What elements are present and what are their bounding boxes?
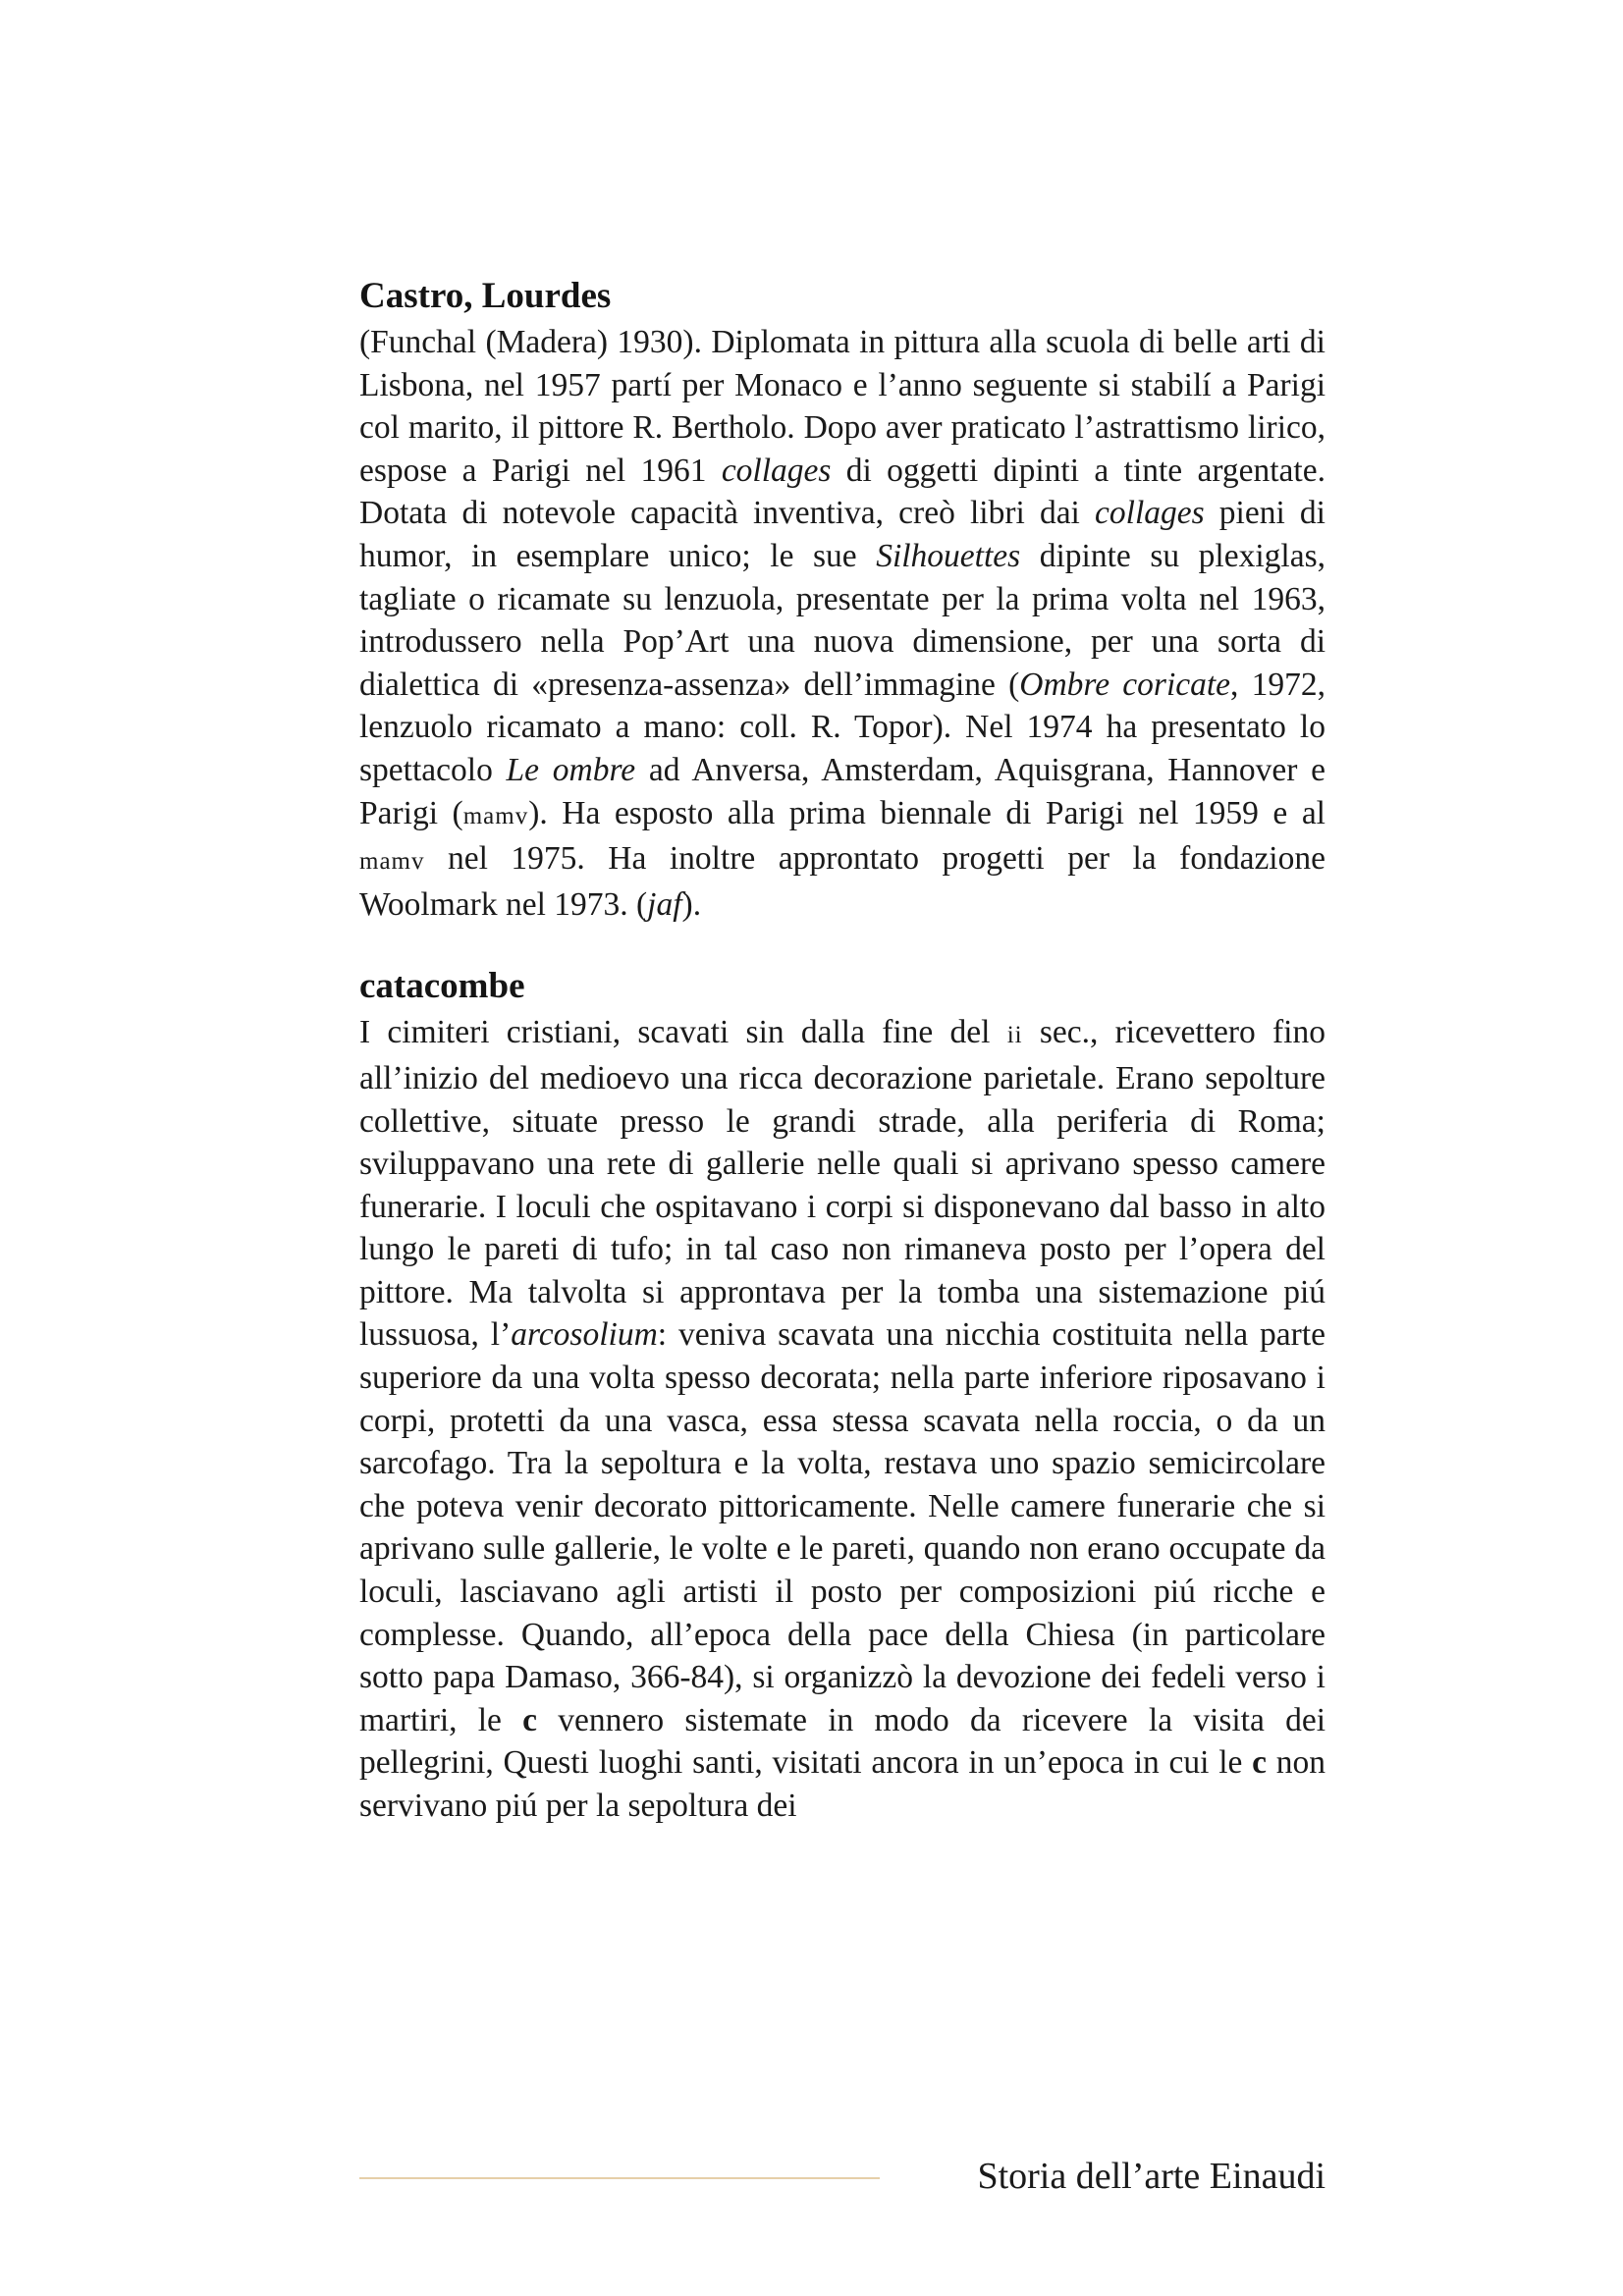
italic-term: arcosolium: [511, 1316, 658, 1354]
entry-body: [359, 1011, 1325, 1827]
italic-term: collages: [1095, 495, 1205, 532]
italic-term: Silhouettes: [876, 537, 1021, 574]
bold-abbreviation: c: [1252, 1744, 1268, 1782]
italic-term: jaf: [647, 885, 682, 923]
text-run: vennero sistemate in modo da ricevere la visita dei pellegrini, Questi luoghi santi, visitati ancora in un’epoca in cui le: [359, 1701, 1325, 1782]
italic-term: Ombre coricate: [1019, 666, 1231, 703]
text-run: (Funchal (Madera) 1930). Diplomata in pittura alla scuola di belle arti di Lisbona, nel 1957 partí per Monaco e l’anno seguente si stabilí a Parigi col marito, il pittore R. Bertholo. Dopo aver praticato l’astrattismo lirico, espose a Parigi nel 1961: [359, 324, 1325, 489]
italic-term: collages: [721, 452, 832, 489]
text-run: ad Anversa, Amsterdam, Aquisgrana, Hannover e Parigi (: [359, 751, 1325, 831]
footer-divider: [359, 2177, 880, 2179]
text-run: ).: [681, 885, 702, 923]
entry-catacombe: [359, 962, 1325, 1827]
text-run: , 1972, lenzuolo ricamato a mano: coll. R. Topor). Nel 1974 ha presentato lo spettacolo: [359, 666, 1325, 788]
footer-publisher: Storia dell’arte Einaudi: [977, 2156, 1325, 2197]
entry-castro-lourdes: [359, 272, 1325, 926]
text-column: [359, 272, 1325, 1828]
text-run: I cimiteri cristiani, scavati sin dalla fine del: [359, 1014, 1007, 1051]
text-run: di oggetti dipinti a tinte argentate. Dotata di notevole capacità inventiva, creò libri dai: [359, 452, 1325, 532]
small-caps-text: mamv: [462, 802, 529, 829]
bold-abbreviation: c: [522, 1701, 538, 1738]
text-run: ). Ha esposto alla prima biennale di Parigi nel 1959 e al: [528, 794, 1325, 831]
small-caps-text: ii: [1006, 1022, 1023, 1049]
small-caps-text: mamv: [359, 848, 425, 876]
text-run: non servivano piú per la sepoltura dei: [359, 1744, 1326, 1824]
text-run: nel 1975. Ha inoltre approntato progetti per la fondazione Woolmark nel 1973. (: [359, 840, 1325, 923]
text-run: : veniva scavata una nicchia costituita nella parte superiore da una volta spesso decorata; nella parte inferiore riposavano i corpi, protetti da una vasca, essa stessa scavata nella roccia, o da un sarcofago. Tra la sepoltura e la volta, restava uno spazio semicircolare che poteva venir decorato pittoricamente. Nelle camere funerarie che si aprivano sulle gallerie, le volte e le pareti, quando non erano occupate da loculi, lasciavano agli artisti il posto per composizioni piú ricche e complesse. Quando, all’epoca della pace della Chiesa (in particolare sotto papa Damaso, 366-84), si organizzò la devozione dei fedeli verso i martiri, le: [359, 1316, 1325, 1738]
entry-title: catacombe: [359, 966, 525, 1007]
entry-title: Castro, Lourdes: [359, 276, 612, 316]
text-run: sec., ricevettero fino all’inizio del medioevo una ricca decorazione parietale. Erano sepolture collettive, situate presso le grandi strade, alla periferia di Roma; sviluppavano una rete di gallerie nelle quali si aprivano spesso camere funerarie. I loculi che ospitavano i corpi si disponevano dal basso in alto lungo le pareti di tufo; in tal caso non rimaneva posto per l’opera del pittore. Ma talvolta si approntava per la tomba una sistemazione piú lussuosa, l’: [359, 1014, 1325, 1354]
italic-term: Le ombre: [506, 751, 636, 788]
text-run: dipinte su plexiglas, tagliate o ricamate su lenzuola, presentate per la prima volta nel 1963, introdussero nella Pop’Art una nuova dimensione, per una sorta di dialettica di «presenza-assenza» dell’immagine (: [359, 537, 1325, 703]
text-run: pieni di humor, in esemplare unico; le sue: [359, 495, 1325, 574]
entry-body: [359, 321, 1325, 926]
